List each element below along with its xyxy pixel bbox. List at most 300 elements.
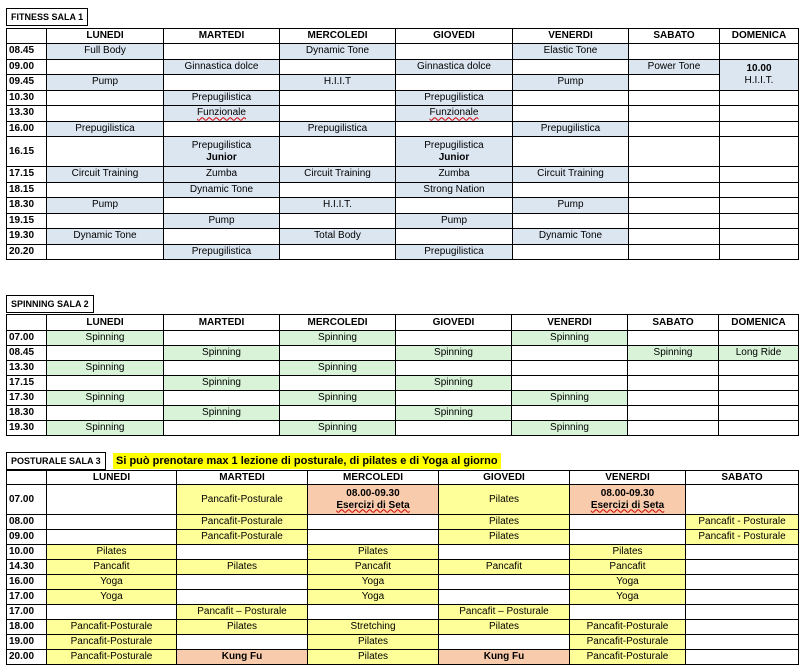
day-header-domenica: DOMENICA: [720, 29, 799, 44]
class-cell: [47, 560, 177, 575]
class-name: Prepugilistica: [191, 245, 252, 257]
class-name: Pilates: [488, 531, 519, 542]
class-cell: [47, 198, 164, 214]
empty-cell: [47, 515, 177, 530]
class-name: Pilates: [226, 621, 257, 632]
day-header-martedi: MARTEDI: [164, 29, 280, 44]
class-cell: [164, 376, 280, 391]
class-name: Prepugilistica: [424, 139, 484, 151]
class-cell: [47, 44, 164, 60]
class-cell: [47, 391, 164, 406]
class-cell: [570, 590, 686, 605]
empty-cell: [439, 635, 570, 650]
empty-cell: [719, 331, 799, 346]
class-name: Pancafit: [354, 561, 392, 572]
class-cell: [396, 406, 512, 421]
class-name: Pilates: [488, 621, 519, 632]
class-cell: [308, 620, 439, 635]
class-name: Dynamic Tone: [189, 183, 254, 195]
time-slot: 09.45: [7, 75, 47, 91]
class-cell: [513, 167, 629, 183]
empty-cell: [686, 620, 799, 635]
class-name: Spinning: [318, 362, 357, 373]
class-name: Spinning: [85, 332, 125, 343]
class-cell: [47, 361, 164, 376]
empty-cell: [720, 90, 799, 106]
empty-cell: [177, 590, 308, 605]
class-name: Zumba: [205, 168, 238, 180]
class-name: Dynamic Tone: [73, 230, 137, 242]
table-row: [7, 229, 799, 245]
class-name: Prepugilistica: [75, 122, 135, 134]
empty-cell: [164, 75, 280, 91]
table-row: [7, 391, 799, 406]
class-cell: [280, 75, 396, 91]
table-row: [7, 635, 799, 650]
table-row: [7, 106, 799, 122]
day-header-mercoledi: MERCOLEDI: [280, 315, 396, 331]
class-subtitle: H.I.I.T.: [744, 74, 774, 86]
empty-cell: [628, 391, 719, 406]
empty-cell: [439, 575, 570, 590]
empty-cell: [629, 167, 720, 183]
day-header-sabato: SABATO: [629, 29, 720, 44]
class-cell: [308, 575, 439, 590]
class-name: Long Ride: [735, 347, 782, 358]
class-cell: [439, 530, 570, 545]
empty-cell: [439, 590, 570, 605]
class-name: Funzionale: [197, 107, 246, 119]
empty-cell: [280, 90, 396, 106]
class-cell: [280, 421, 396, 436]
empty-cell: [570, 530, 686, 545]
class-name: Pilates: [357, 651, 388, 662]
class-subtitle: Esercizi di Seta: [590, 499, 665, 511]
day-header-martedi: MARTEDI: [164, 315, 280, 331]
fitness-schedule-table: [6, 28, 799, 260]
class-name: Spinning: [550, 422, 589, 433]
table-row: [7, 575, 799, 590]
time-slot: 16.15: [7, 137, 47, 167]
table-row: [7, 406, 799, 421]
class-cell: [308, 650, 439, 665]
time-slot: 20.20: [7, 244, 47, 260]
class-cell: [570, 650, 686, 665]
class-name: Prepugilistica: [191, 139, 252, 151]
class-cell: [164, 106, 280, 122]
class-cell: [47, 545, 177, 560]
empty-cell: [570, 515, 686, 530]
class-name: Kung Fu: [221, 651, 263, 662]
class-name: Elastic Tone: [543, 45, 598, 57]
class-cell: [396, 90, 513, 106]
class-cell: [308, 590, 439, 605]
time-slot: 19.30: [7, 229, 47, 245]
day-header-giovedi: GIOVEDI: [396, 315, 512, 331]
class-cell: [177, 620, 308, 635]
empty-cell: [47, 59, 164, 75]
class-name: Pancafit - Posturale: [698, 531, 786, 542]
empty-cell: [47, 530, 177, 545]
empty-cell: [164, 198, 280, 214]
empty-cell: [629, 198, 720, 214]
class-cell: [164, 346, 280, 361]
time-slot: 08.00: [7, 515, 47, 530]
class-cell: [513, 44, 629, 60]
empty-cell: [280, 59, 396, 75]
empty-cell: [47, 346, 164, 361]
time-slot: 09.00: [7, 59, 47, 75]
empty-cell: [686, 635, 799, 650]
table-row: [7, 650, 799, 665]
class-subtitle: Junior: [438, 151, 470, 163]
empty-cell: [177, 575, 308, 590]
class-name: Spinning: [434, 347, 473, 358]
class-cell: [720, 59, 799, 90]
class-cell: [628, 346, 719, 361]
booking-limit-notice: Si può prenotare max 1 lezione di posturale, di pilates e di Yoga al giorno: [113, 453, 501, 469]
empty-cell: [719, 361, 799, 376]
empty-cell: [47, 90, 164, 106]
table-row: [7, 590, 799, 605]
empty-cell: [177, 635, 308, 650]
empty-cell: [719, 406, 799, 421]
class-cell: [47, 575, 177, 590]
class-name: Yoga: [361, 576, 385, 587]
class-name: Spinning: [202, 347, 241, 358]
empty-cell: [570, 605, 686, 620]
empty-cell: [686, 605, 799, 620]
class-cell: [396, 59, 513, 75]
time-slot: 19.30: [7, 421, 47, 436]
class-name: Dynamic Tone: [538, 230, 603, 242]
time-slot: 18.30: [7, 198, 47, 214]
class-cell: [177, 560, 308, 575]
class-cell: [164, 213, 280, 229]
class-cell: [439, 650, 570, 665]
empty-cell: [396, 391, 512, 406]
table-row: [7, 560, 799, 575]
class-cell: [439, 515, 570, 530]
class-name: Pump: [91, 199, 119, 211]
class-name: Spinning: [550, 332, 589, 343]
class-name: Spinning: [85, 422, 125, 433]
class-cell: [47, 650, 177, 665]
class-name: Yoga: [100, 576, 123, 587]
table-row: [7, 605, 799, 620]
class-name: Spinning: [318, 422, 357, 433]
class-cell: [47, 620, 177, 635]
class-name: Pilates: [357, 546, 388, 557]
class-cell: [164, 182, 280, 198]
class-cell: [177, 530, 308, 545]
empty-cell: [720, 182, 799, 198]
class-cell: [439, 605, 570, 620]
table-row: [7, 530, 799, 545]
empty-cell: [628, 421, 719, 436]
empty-cell: [164, 361, 280, 376]
fitness-section-title: FITNESS SALA 1: [6, 8, 88, 26]
empty-cell: [686, 545, 799, 560]
empty-cell: [396, 331, 512, 346]
class-cell: [308, 635, 439, 650]
class-cell: [164, 244, 280, 260]
class-cell: [629, 59, 720, 75]
class-name: Spinning: [318, 332, 357, 343]
empty-cell: [513, 182, 629, 198]
time-slot: 08.45: [7, 44, 47, 60]
table-row: [7, 244, 799, 260]
class-name: Pilates: [96, 546, 127, 557]
day-header-sabato: SABATO: [628, 315, 719, 331]
class-cell: [308, 560, 439, 575]
class-name: H.I.I.T.: [323, 199, 352, 211]
table-row: [7, 545, 799, 560]
empty-cell: [720, 213, 799, 229]
empty-cell: [512, 361, 628, 376]
class-name: Pancafit-Posturale: [70, 621, 153, 632]
empty-cell: [308, 515, 439, 530]
empty-cell: [280, 406, 396, 421]
class-cell: [47, 331, 164, 346]
class-cell: [280, 229, 396, 245]
empty-cell: [720, 167, 799, 183]
class-name: Circuit Training: [304, 168, 371, 180]
empty-cell: [47, 213, 164, 229]
empty-cell: [439, 545, 570, 560]
empty-cell: [280, 244, 396, 260]
time-slot: 14.30: [7, 560, 47, 575]
class-name: 08.00-09.30: [600, 487, 655, 499]
fitness-header-row: [7, 29, 799, 44]
time-slot: 18.00: [7, 620, 47, 635]
time-slot: 10.30: [7, 90, 47, 106]
class-cell: [164, 167, 280, 183]
class-cell: [439, 485, 570, 515]
table-row: [7, 167, 799, 183]
class-cell: [280, 391, 396, 406]
class-name: Ginnastica dolce: [184, 60, 259, 72]
table-row: [7, 376, 799, 391]
time-slot: 19.00: [7, 635, 47, 650]
class-name: Spinning: [85, 392, 125, 403]
empty-cell: [629, 106, 720, 122]
time-slot: 17.00: [7, 590, 47, 605]
day-header-domenica: DOMENICA: [719, 315, 799, 331]
empty-cell: [164, 421, 280, 436]
empty-cell: [280, 213, 396, 229]
empty-cell: [629, 229, 720, 245]
empty-cell: [396, 121, 513, 137]
class-name: Yoga: [361, 591, 385, 602]
empty-cell: [164, 121, 280, 137]
day-header-giovedi: GIOVEDI: [396, 29, 513, 44]
table-row: [7, 515, 799, 530]
empty-cell: [513, 244, 629, 260]
class-cell: [164, 59, 280, 75]
empty-cell: [686, 485, 799, 515]
empty-cell: [629, 75, 720, 91]
day-header-venerdi: VENERDI: [513, 29, 629, 44]
class-name: Spinning: [550, 392, 589, 403]
empty-cell: [513, 90, 629, 106]
day-header-giovedi: GIOVEDI: [439, 471, 570, 485]
empty-cell: [280, 376, 396, 391]
class-cell: [396, 167, 513, 183]
class-cell: [396, 244, 513, 260]
time-slot: 17.15: [7, 167, 47, 183]
class-name: H.I.I.T: [323, 76, 352, 88]
empty-cell: [720, 244, 799, 260]
empty-cell: [47, 406, 164, 421]
table-row: [7, 620, 799, 635]
time-slot: 18.15: [7, 182, 47, 198]
empty-cell: [47, 485, 177, 515]
class-name: Spinning: [202, 377, 241, 388]
class-name: Pancafit: [485, 561, 523, 572]
class-cell: [47, 635, 177, 650]
day-header-lunedi: LUNEDI: [47, 29, 164, 44]
class-name: Full Body: [84, 45, 126, 57]
empty-cell: [629, 90, 720, 106]
table-row: [7, 182, 799, 198]
class-name: Circuit Training: [537, 168, 604, 180]
empty-cell: [720, 44, 799, 60]
time-slot: 07.00: [7, 485, 47, 515]
table-row: [7, 198, 799, 214]
time-slot: 20.00: [7, 650, 47, 665]
table-row: [7, 485, 799, 515]
class-cell: [512, 421, 628, 436]
spinning-section-title: SPINNING SALA 2: [6, 295, 94, 313]
table-row: [7, 90, 799, 106]
class-name: Pancafit-Posturale: [70, 651, 153, 662]
empty-cell: [513, 106, 629, 122]
class-name: Pancafit-Posturale: [201, 531, 283, 542]
class-name: Yoga: [100, 591, 123, 602]
class-cell: [280, 198, 396, 214]
empty-cell: [280, 182, 396, 198]
class-name: Pump: [208, 214, 235, 226]
time-column-header: [7, 315, 47, 331]
class-cell: [396, 376, 512, 391]
empty-cell: [513, 59, 629, 75]
class-name: Pancafit-Posturale: [201, 493, 283, 505]
class-name: Pancafit – Posturale: [459, 606, 549, 617]
empty-cell: [628, 376, 719, 391]
day-header-venerdi: VENERDI: [512, 315, 628, 331]
class-name: Prepugilistica: [424, 91, 484, 103]
class-subtitle: Junior: [206, 151, 237, 163]
empty-cell: [686, 650, 799, 665]
class-name: Power Tone: [647, 60, 701, 72]
empty-cell: [308, 530, 439, 545]
empty-cell: [47, 182, 164, 198]
empty-cell: [47, 605, 177, 620]
table-row: [7, 361, 799, 376]
class-cell: [47, 421, 164, 436]
day-header-lunedi: LUNEDI: [47, 315, 164, 331]
class-cell: [177, 650, 308, 665]
class-name: Pump: [557, 199, 584, 211]
class-name: Pilates: [488, 493, 519, 505]
class-cell: [164, 406, 280, 421]
class-name: Pancafit-Posturale: [586, 621, 669, 632]
class-name: Dynamic Tone: [305, 45, 370, 57]
table-row: [7, 346, 799, 361]
class-name: Funzionale: [429, 107, 479, 119]
class-name: Spinning: [85, 362, 125, 373]
class-cell: [308, 545, 439, 560]
empty-cell: [629, 213, 720, 229]
class-cell: [719, 346, 799, 361]
empty-cell: [629, 137, 720, 167]
empty-cell: [719, 376, 799, 391]
table-row: [7, 44, 799, 60]
empty-cell: [396, 75, 513, 91]
empty-cell: [396, 229, 513, 245]
empty-cell: [512, 376, 628, 391]
time-slot: 19.15: [7, 213, 47, 229]
time-slot: 17.30: [7, 391, 47, 406]
class-name: Pancafit: [609, 561, 646, 572]
class-name: Yoga: [616, 591, 639, 602]
class-name: Stretching: [350, 621, 396, 632]
time-slot: 13.30: [7, 361, 47, 376]
empty-cell: [629, 121, 720, 137]
empty-cell: [719, 421, 799, 436]
day-header-mercoledi: MERCOLEDI: [308, 471, 439, 485]
empty-cell: [719, 391, 799, 406]
class-cell: [396, 346, 512, 361]
class-name: Pancafit - Posturale: [698, 516, 786, 527]
day-header-martedi: MARTEDI: [177, 471, 308, 485]
empty-cell: [308, 605, 439, 620]
day-header-lunedi: LUNEDI: [47, 471, 177, 485]
class-cell: [396, 213, 513, 229]
class-cell: [47, 75, 164, 91]
empty-cell: [47, 244, 164, 260]
class-name: Spinning: [434, 407, 473, 418]
table-row: [7, 121, 799, 137]
class-cell: [570, 485, 686, 515]
empty-cell: [164, 44, 280, 60]
empty-cell: [512, 406, 628, 421]
empty-cell: [720, 198, 799, 214]
class-name: Pump: [557, 76, 584, 88]
class-cell: [439, 560, 570, 575]
empty-cell: [629, 44, 720, 60]
class-cell: [396, 182, 513, 198]
class-name: Pilates: [488, 516, 519, 527]
empty-cell: [177, 545, 308, 560]
spinning-header-row: [7, 315, 799, 331]
class-cell: [47, 167, 164, 183]
posturale-schedule-table: [6, 470, 799, 665]
time-column-header: [7, 471, 47, 485]
time-slot: 18.30: [7, 406, 47, 421]
empty-cell: [686, 575, 799, 590]
empty-cell: [720, 106, 799, 122]
class-cell: [47, 590, 177, 605]
class-cell: [686, 515, 799, 530]
class-cell: [513, 75, 629, 91]
empty-cell: [512, 346, 628, 361]
empty-cell: [629, 244, 720, 260]
class-name: Spinning: [653, 347, 693, 358]
empty-cell: [686, 590, 799, 605]
class-cell: [513, 121, 629, 137]
